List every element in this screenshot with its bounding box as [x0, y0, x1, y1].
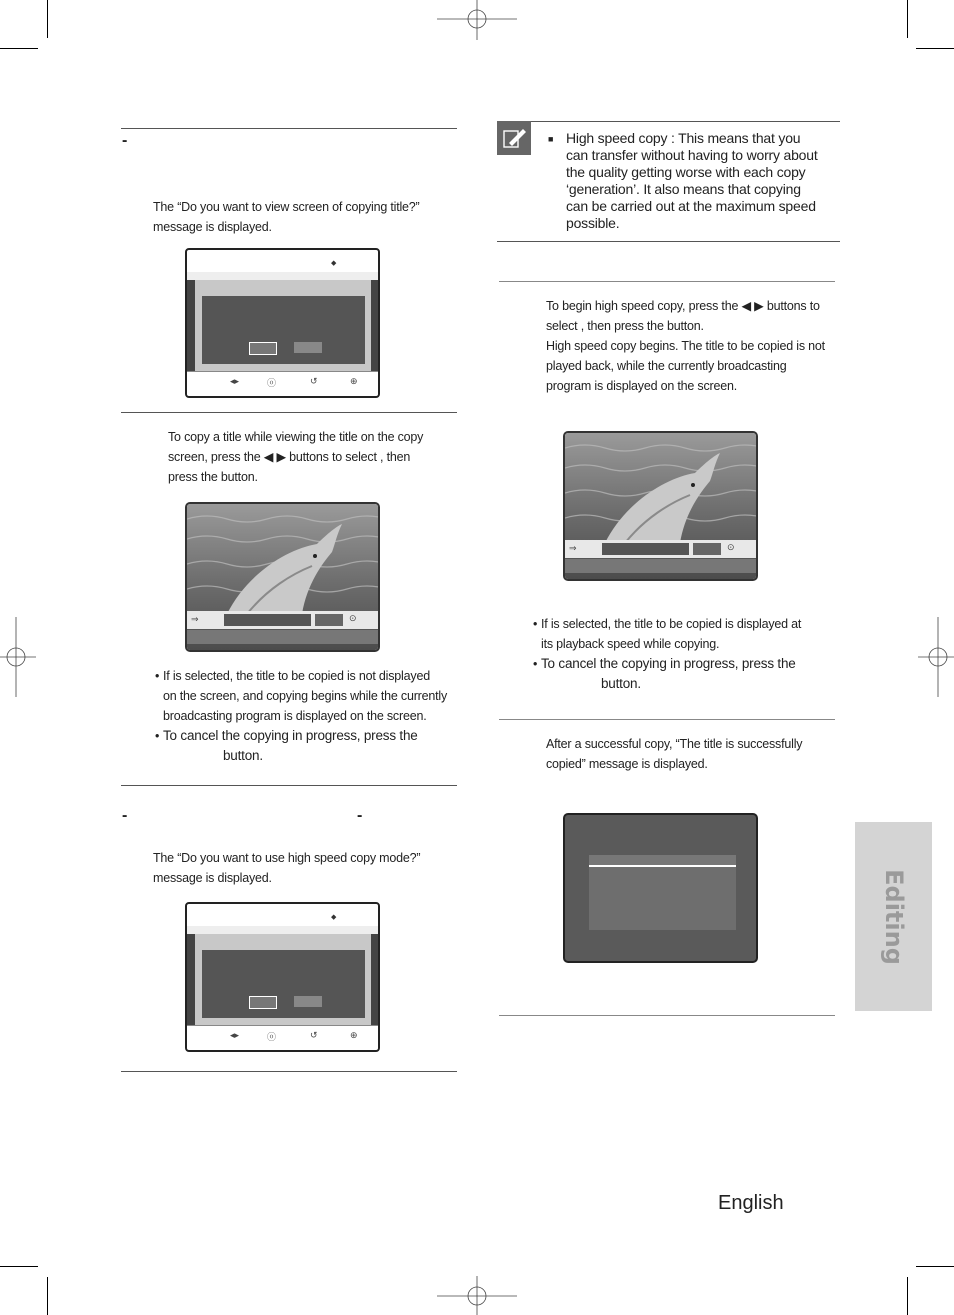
high-speed-progress-screen	[563, 431, 758, 581]
registration-mark-icon	[437, 1276, 517, 1315]
ok-icon: ⓞ	[267, 1032, 277, 1042]
step1-message: The “Do you want to view screen of copying title?” message is displayed.	[153, 200, 420, 234]
section-rule	[499, 719, 835, 720]
registration-mark-icon	[437, 0, 517, 40]
note-rule	[497, 121, 840, 122]
note-bullet: ■	[548, 134, 554, 144]
step4-instructions: To begin high speed copy, press the ◀ ▶ buttons to select , then press the button. High speed copy begins. The title to be copied is not played back, while the currently broadcasting program is displayed on the screen.	[546, 299, 825, 393]
registration-mark-icon	[918, 617, 954, 697]
step5-message: After a successful copy, “The title is successfully copied” message is displayed.	[546, 737, 803, 771]
crop-mark	[916, 1266, 954, 1267]
step2-instructions: To copy a title while viewing the title on the copy screen, press the ◀ ▶ buttons to select , then press the button.	[168, 430, 424, 484]
cursor-icon: ◆	[331, 260, 337, 267]
crop-mark	[47, 0, 48, 38]
move-icon: ◂▸	[230, 376, 240, 386]
page-language: English	[718, 1192, 784, 1214]
note-box	[497, 121, 531, 155]
return-icon: ↺	[310, 376, 318, 386]
step2-bullet1: If is selected, the title to be copied is not displayed on the screen, and copying begins while the currently broadcasting program is displayed on the screen.	[163, 669, 448, 723]
side-tab-editing	[855, 822, 932, 1011]
move-icon: ◂▸	[230, 1030, 240, 1040]
crop-mark	[916, 48, 954, 49]
copy-confirm-screen	[185, 248, 380, 398]
crop-mark	[907, 0, 908, 38]
step4-bullet2: To cancel the copying in progress, press the button.	[541, 656, 796, 691]
crop-mark	[907, 1277, 908, 1315]
side-tab-label: Editing	[879, 868, 908, 965]
copy-icon: ⇒	[191, 614, 199, 624]
section-rule	[121, 412, 457, 413]
ok-icon: ⓞ	[267, 378, 277, 388]
section-rule	[121, 785, 457, 786]
bullet: •	[155, 669, 160, 683]
bullet: •	[155, 729, 160, 743]
step-dash: -	[357, 807, 363, 824]
bullet: •	[533, 617, 538, 631]
step-dash: -	[122, 807, 128, 824]
section-rule	[499, 1015, 835, 1016]
section-rule	[499, 281, 835, 282]
step2-bullet2: To cancel the copying in progress, press the button.	[163, 728, 418, 763]
status-icon: ⊙	[727, 542, 735, 552]
cursor-icon: ◆	[331, 914, 337, 921]
bullet: •	[533, 657, 538, 671]
crop-mark	[0, 48, 38, 49]
note-rule	[497, 241, 840, 242]
section-rule	[121, 1071, 457, 1072]
return-icon: ↺	[310, 1030, 318, 1040]
note-pencil-icon	[497, 121, 531, 155]
status-icon: ⊙	[349, 613, 357, 623]
registration-mark-icon	[0, 617, 36, 697]
exit-icon: ⊕	[350, 1030, 358, 1040]
section-rule	[121, 128, 457, 129]
copy-progress-screen	[185, 502, 380, 652]
step4-bullet1: If is selected, the title to be copied is displayed at its playback speed while copying.	[541, 617, 802, 651]
exit-icon: ⊕	[350, 376, 358, 386]
step3-message: The “Do you want to use high speed copy mode?” message is displayed.	[153, 851, 421, 885]
copy-complete-screen	[563, 813, 758, 963]
copy-icon: ⇒	[569, 543, 577, 553]
step-dash: -	[122, 132, 128, 149]
high-speed-confirm-screen	[185, 902, 380, 1052]
note-text: High speed copy : This means that you can transfer without having to worry about the quality getting worse with each copy ‘generation’. It also means that copying can be carried out at the maximum speed possible.	[566, 130, 818, 231]
crop-mark	[47, 1277, 48, 1315]
crop-mark	[0, 1266, 38, 1267]
